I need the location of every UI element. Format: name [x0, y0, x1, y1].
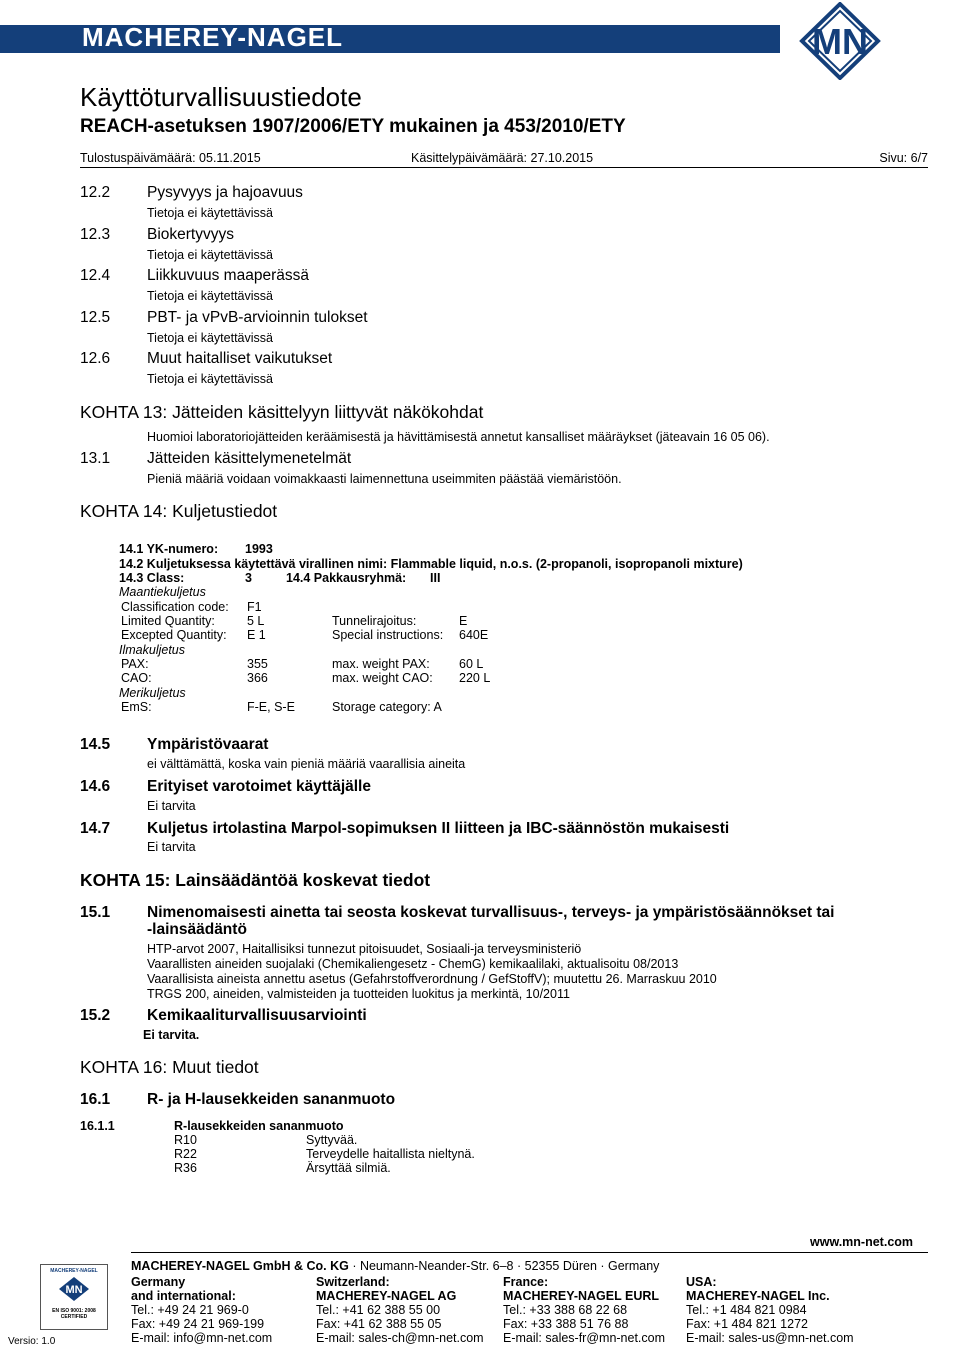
un-number-value: 1993: [245, 542, 273, 556]
sub-number: 14.7: [80, 820, 111, 837]
regulation-line: Vaarallisten aineiden suojalaki (Chemikaliengesetz - ChemG) kemikaalilaki, aktualisoitu 08/2013: [147, 957, 679, 971]
contact-fax: Fax: +41 62 388 55 05: [316, 1317, 442, 1331]
brand-name: MACHEREY-NAGEL: [82, 22, 344, 52]
cao-value: 366: [247, 671, 268, 685]
special-instructions-label: Special instructions:: [332, 628, 444, 642]
sub-title: Pysyvyys ja hajoavuus: [147, 184, 303, 201]
sub-title: Kemikaaliturvallisuusarviointi: [147, 1007, 367, 1024]
sub-text: Tietoja ei käytettävissä: [147, 248, 273, 262]
page-header: [0, 0, 960, 80]
phrase-code: R36: [174, 1161, 197, 1175]
max-cao-value: 220 L: [459, 671, 491, 685]
class-code-label: Classification code:: [121, 600, 229, 614]
contact-subheading: MACHEREY-NAGEL Inc.: [686, 1289, 830, 1303]
sub-number: 12.6: [80, 350, 111, 367]
excepted-quantity-value: E 1: [247, 628, 266, 642]
cao-label: CAO:: [121, 671, 152, 685]
pax-label: PAX:: [121, 657, 149, 671]
tunnel-value: E: [459, 614, 468, 628]
sub-title: Nimenomaisesti ainetta tai seosta koskevat turvallisuus-, terveys- ja ympäristösäännökset tai: [147, 904, 835, 921]
sub-number: 14.6: [80, 778, 111, 795]
sea-transport-heading: Merikuljetus: [119, 686, 186, 700]
sub-text: Ei tarvita: [147, 840, 196, 854]
max-cao-label: max. weight CAO:: [332, 671, 433, 685]
sub-text: Tietoja ei käytettävissä: [147, 289, 273, 303]
phrase-code: R10: [174, 1133, 197, 1147]
sub-text: Ei tarvita: [147, 799, 196, 813]
section-14-title: KOHTA 14: Kuljetustiedot: [80, 501, 278, 521]
sub-title: Jätteiden käsittelymenetelmät: [147, 450, 352, 467]
sub-title: Kuljetus irtolastina Marpol-sopimuksen II liitteen ja IBC-säännöstön mukaisesti: [147, 820, 730, 837]
sub-title: Erityiset varotoimet käyttäjälle: [147, 778, 371, 795]
contact-heading: France:: [503, 1275, 549, 1289]
contact-tel: Tel.: +1 484 821 0984: [686, 1303, 807, 1317]
document-title: Käyttöturvallisuustiedote: [80, 82, 362, 112]
pax-value: 355: [247, 657, 268, 671]
header-divider: [80, 167, 928, 168]
air-transport-heading: Ilmakuljetus: [119, 643, 185, 657]
class-value: 3: [245, 571, 252, 585]
footer-company-line: [131, 1259, 659, 1273]
document-subtitle: REACH-asetuksen 1907/2006/ETY mukainen ja 453/2010/ETY: [80, 116, 626, 137]
contact-fax: Fax: +33 388 51 76 88: [503, 1317, 629, 1331]
sub-title: Ympäristövaarat: [147, 736, 269, 753]
sub-number: 12.3: [80, 226, 111, 243]
phrase-text: Terveydelle haitallista nieltynä.: [306, 1147, 475, 1161]
max-pax-value: 60 L: [459, 657, 484, 671]
contact-fax: Fax: +49 24 21 969-199: [131, 1317, 265, 1331]
mn-badge-icon: [57, 1276, 91, 1302]
special-instructions-value: 640E: [459, 628, 489, 642]
contact-subheading: MACHEREY-NAGEL EURL: [503, 1289, 660, 1303]
contact-tel: Tel.: +41 62 388 55 00: [316, 1303, 441, 1317]
sub-number: 15.1: [80, 904, 111, 921]
contact-subheading: and international:: [131, 1289, 236, 1303]
excepted-quantity-label: Excepted Quantity:: [121, 628, 227, 642]
sub-text: Tietoja ei käytettävissä: [147, 372, 273, 386]
tunnel-label: Tunnelirajoitus:: [332, 614, 417, 628]
sub-title: Biokertyvyys: [147, 226, 234, 243]
phrase-text: Syttyvää.: [306, 1133, 358, 1147]
contact-heading: Germany: [131, 1275, 186, 1289]
cert-line: MACHEREY-NAGEL: [50, 1268, 98, 1274]
sub-number: 16.1: [80, 1091, 111, 1108]
class-label: 14.3 Class:: [119, 571, 185, 585]
contact-email: E-mail: sales-ch@mn-net.com: [316, 1331, 484, 1345]
ems-label: EmS:: [121, 700, 152, 714]
sub-title-continued: -lainsäädäntö: [147, 921, 247, 938]
shipping-name: 14.2 Kuljetuksessa käytettävä virallinen nimi: Flammable liquid, n.o.s. (2-propanoli, isopropanoli mixture): [119, 557, 743, 571]
un-number-label: 14.1 YK-numero:: [119, 542, 219, 556]
sub-number: 15.2: [80, 1007, 111, 1024]
contact-heading: USA:: [686, 1275, 717, 1289]
section-13-note: Huomioi laboratoriojätteiden keräämisestä ja hävittämisestä annetut kansalliset määräykset (jäteavain 16 05 06).: [147, 430, 770, 444]
contact-subheading: MACHEREY-NAGEL AG: [316, 1289, 457, 1303]
regulation-line: HTP-arvot 2007, Haitallisiksi tunnezut pitoisuudet, Sosiaali-ja terveysministeriö: [147, 942, 582, 956]
packing-group-value: III: [430, 571, 441, 585]
mn-logo-text: MN: [812, 21, 868, 62]
contact-tel: Tel.: +33 388 68 22 68: [503, 1303, 628, 1317]
max-pax-label: max. weight PAX:: [332, 657, 430, 671]
road-transport-heading: Maantiekuljetus: [119, 585, 206, 599]
sub-number: 16.1.1: [80, 1119, 115, 1133]
process-date: Käsittelypäivämäärä: 27.10.2015: [411, 151, 594, 165]
sub-title: Liikkuvuus maaperässä: [147, 267, 309, 284]
mn-badge-text: MN: [65, 1284, 83, 1296]
sub-title: R- ja H-lausekkeiden sananmuoto: [147, 1091, 396, 1108]
sub-title: PBT- ja vPvB-arvioinnin tulokset: [147, 309, 368, 326]
cert-line: CERTIFIED: [60, 1314, 88, 1320]
company-address: · Neumann-Neander-Str. 6–8 · 52355 Düren · Germany: [348, 1259, 660, 1273]
class-code-value: F1: [247, 600, 262, 614]
limited-quantity-value: 5 L: [247, 614, 265, 628]
contact-email: E-mail: info@mn-net.com: [131, 1331, 273, 1345]
sub-number: 12.2: [80, 184, 111, 201]
print-date: Tulostuspäivämäärä: 05.11.2015: [80, 151, 261, 165]
regulation-line: Vaarallisista aineista annettu asetus (Gefahrstoffverordnung / GefStoffV); muutettu 26. Marraskuu 2010: [147, 972, 717, 986]
sub-text: Tietoja ei käytettävissä: [147, 331, 273, 345]
phrase-text: Ärsyttää silmiä.: [306, 1161, 391, 1175]
sub-number: 14.5: [80, 736, 111, 753]
packing-group-label: 14.4 Pakkausryhmä:: [286, 571, 407, 585]
sub-number: 12.5: [80, 309, 111, 326]
sub-title: R-lausekkeiden sananmuoto: [174, 1119, 344, 1133]
section-16-title: KOHTA 16: Muut tiedot: [80, 1057, 259, 1077]
contact-tel: Tel.: +49 24 21 969-0: [131, 1303, 249, 1317]
sub-text: Ei tarvita.: [143, 1028, 200, 1042]
contact-fax: Fax: +1 484 821 1272: [686, 1317, 808, 1331]
footer-divider: [131, 1252, 928, 1253]
cert-line: EN ISO 9001: 2008: [52, 1308, 96, 1314]
version: Versio: 1.0: [8, 1336, 56, 1347]
sub-title: Muut haitalliset vaikutukset: [147, 350, 333, 367]
section-13-title: KOHTA 13: Jätteiden käsittelyyn liittyvät näkökohdat: [80, 402, 484, 422]
phrase-code: R22: [174, 1147, 197, 1161]
storage-category: Storage category: A: [332, 700, 442, 714]
sub-number: 13.1: [80, 450, 111, 467]
limited-quantity-label: Limited Quantity:: [121, 614, 215, 628]
sub-number: 12.4: [80, 267, 111, 284]
ems-value: F-E, S-E: [247, 700, 295, 714]
contact-heading: Switzerland:: [316, 1275, 390, 1289]
company-name: MACHEREY-NAGEL GmbH & Co. KG: [131, 1259, 349, 1273]
regulation-line: TRGS 200, aineiden, valmisteiden ja tuotteiden luokitus ja merkintä, 10/2011: [147, 987, 570, 1001]
iso-certificate-badge: [40, 1264, 108, 1330]
contact-email: E-mail: sales-us@mn-net.com: [686, 1331, 854, 1345]
mn-logo-icon: [780, 2, 900, 80]
website: www.mn-net.com: [810, 1235, 914, 1249]
contact-email: E-mail: sales-fr@mn-net.com: [503, 1331, 666, 1345]
page-number: Sivu: 6/7: [879, 151, 928, 165]
sub-text: Pieniä määriä voidaan voimakkaasti laimennettuna useimmiten päästää viemäristöön.: [147, 472, 622, 486]
sub-text: ei välttämättä, koska vain pieniä määriä vaarallisia aineita: [147, 757, 466, 771]
section-15-title: KOHTA 15: Lainsäädäntöä koskevat tiedot: [80, 870, 431, 890]
sub-text: Tietoja ei käytettävissä: [147, 206, 273, 220]
